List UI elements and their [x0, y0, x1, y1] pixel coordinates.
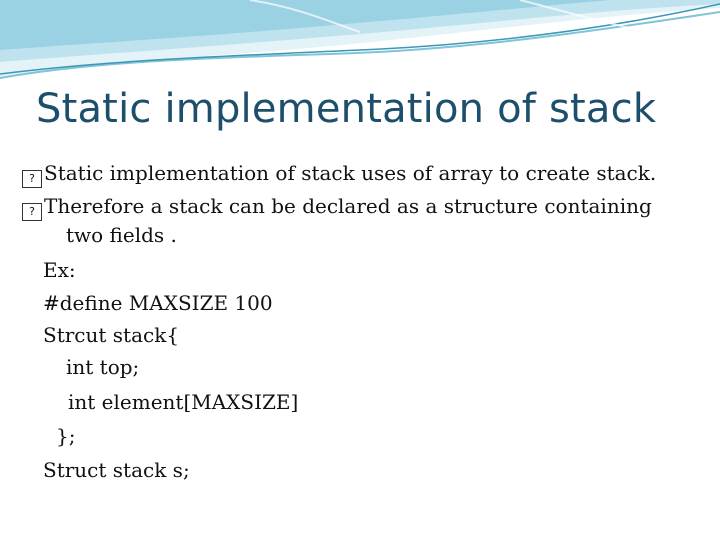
- code-line: int top;: [66, 355, 140, 379]
- code-line: #define MAXSIZE 100: [43, 291, 273, 315]
- bullet-continuation: two fields .: [66, 223, 177, 247]
- code-line: int element[MAXSIZE]: [68, 390, 299, 414]
- code-line: Struct stack s;: [43, 458, 190, 482]
- code-line: Strcut stack{: [43, 323, 180, 347]
- bullet-placeholder-icon: [22, 203, 42, 221]
- slide-title: Static implementation of stack: [36, 86, 657, 132]
- bullet-placeholder-icon: [22, 170, 42, 188]
- decorative-wave-banner: [0, 0, 720, 95]
- code-line: Ex:: [43, 258, 76, 282]
- bullet-item: ?Static implementation of stack uses of array to create stack.: [22, 161, 656, 188]
- code-line: };: [56, 424, 76, 448]
- bullet-item: ?Therefore a stack can be declared as a structure containing: [22, 194, 652, 221]
